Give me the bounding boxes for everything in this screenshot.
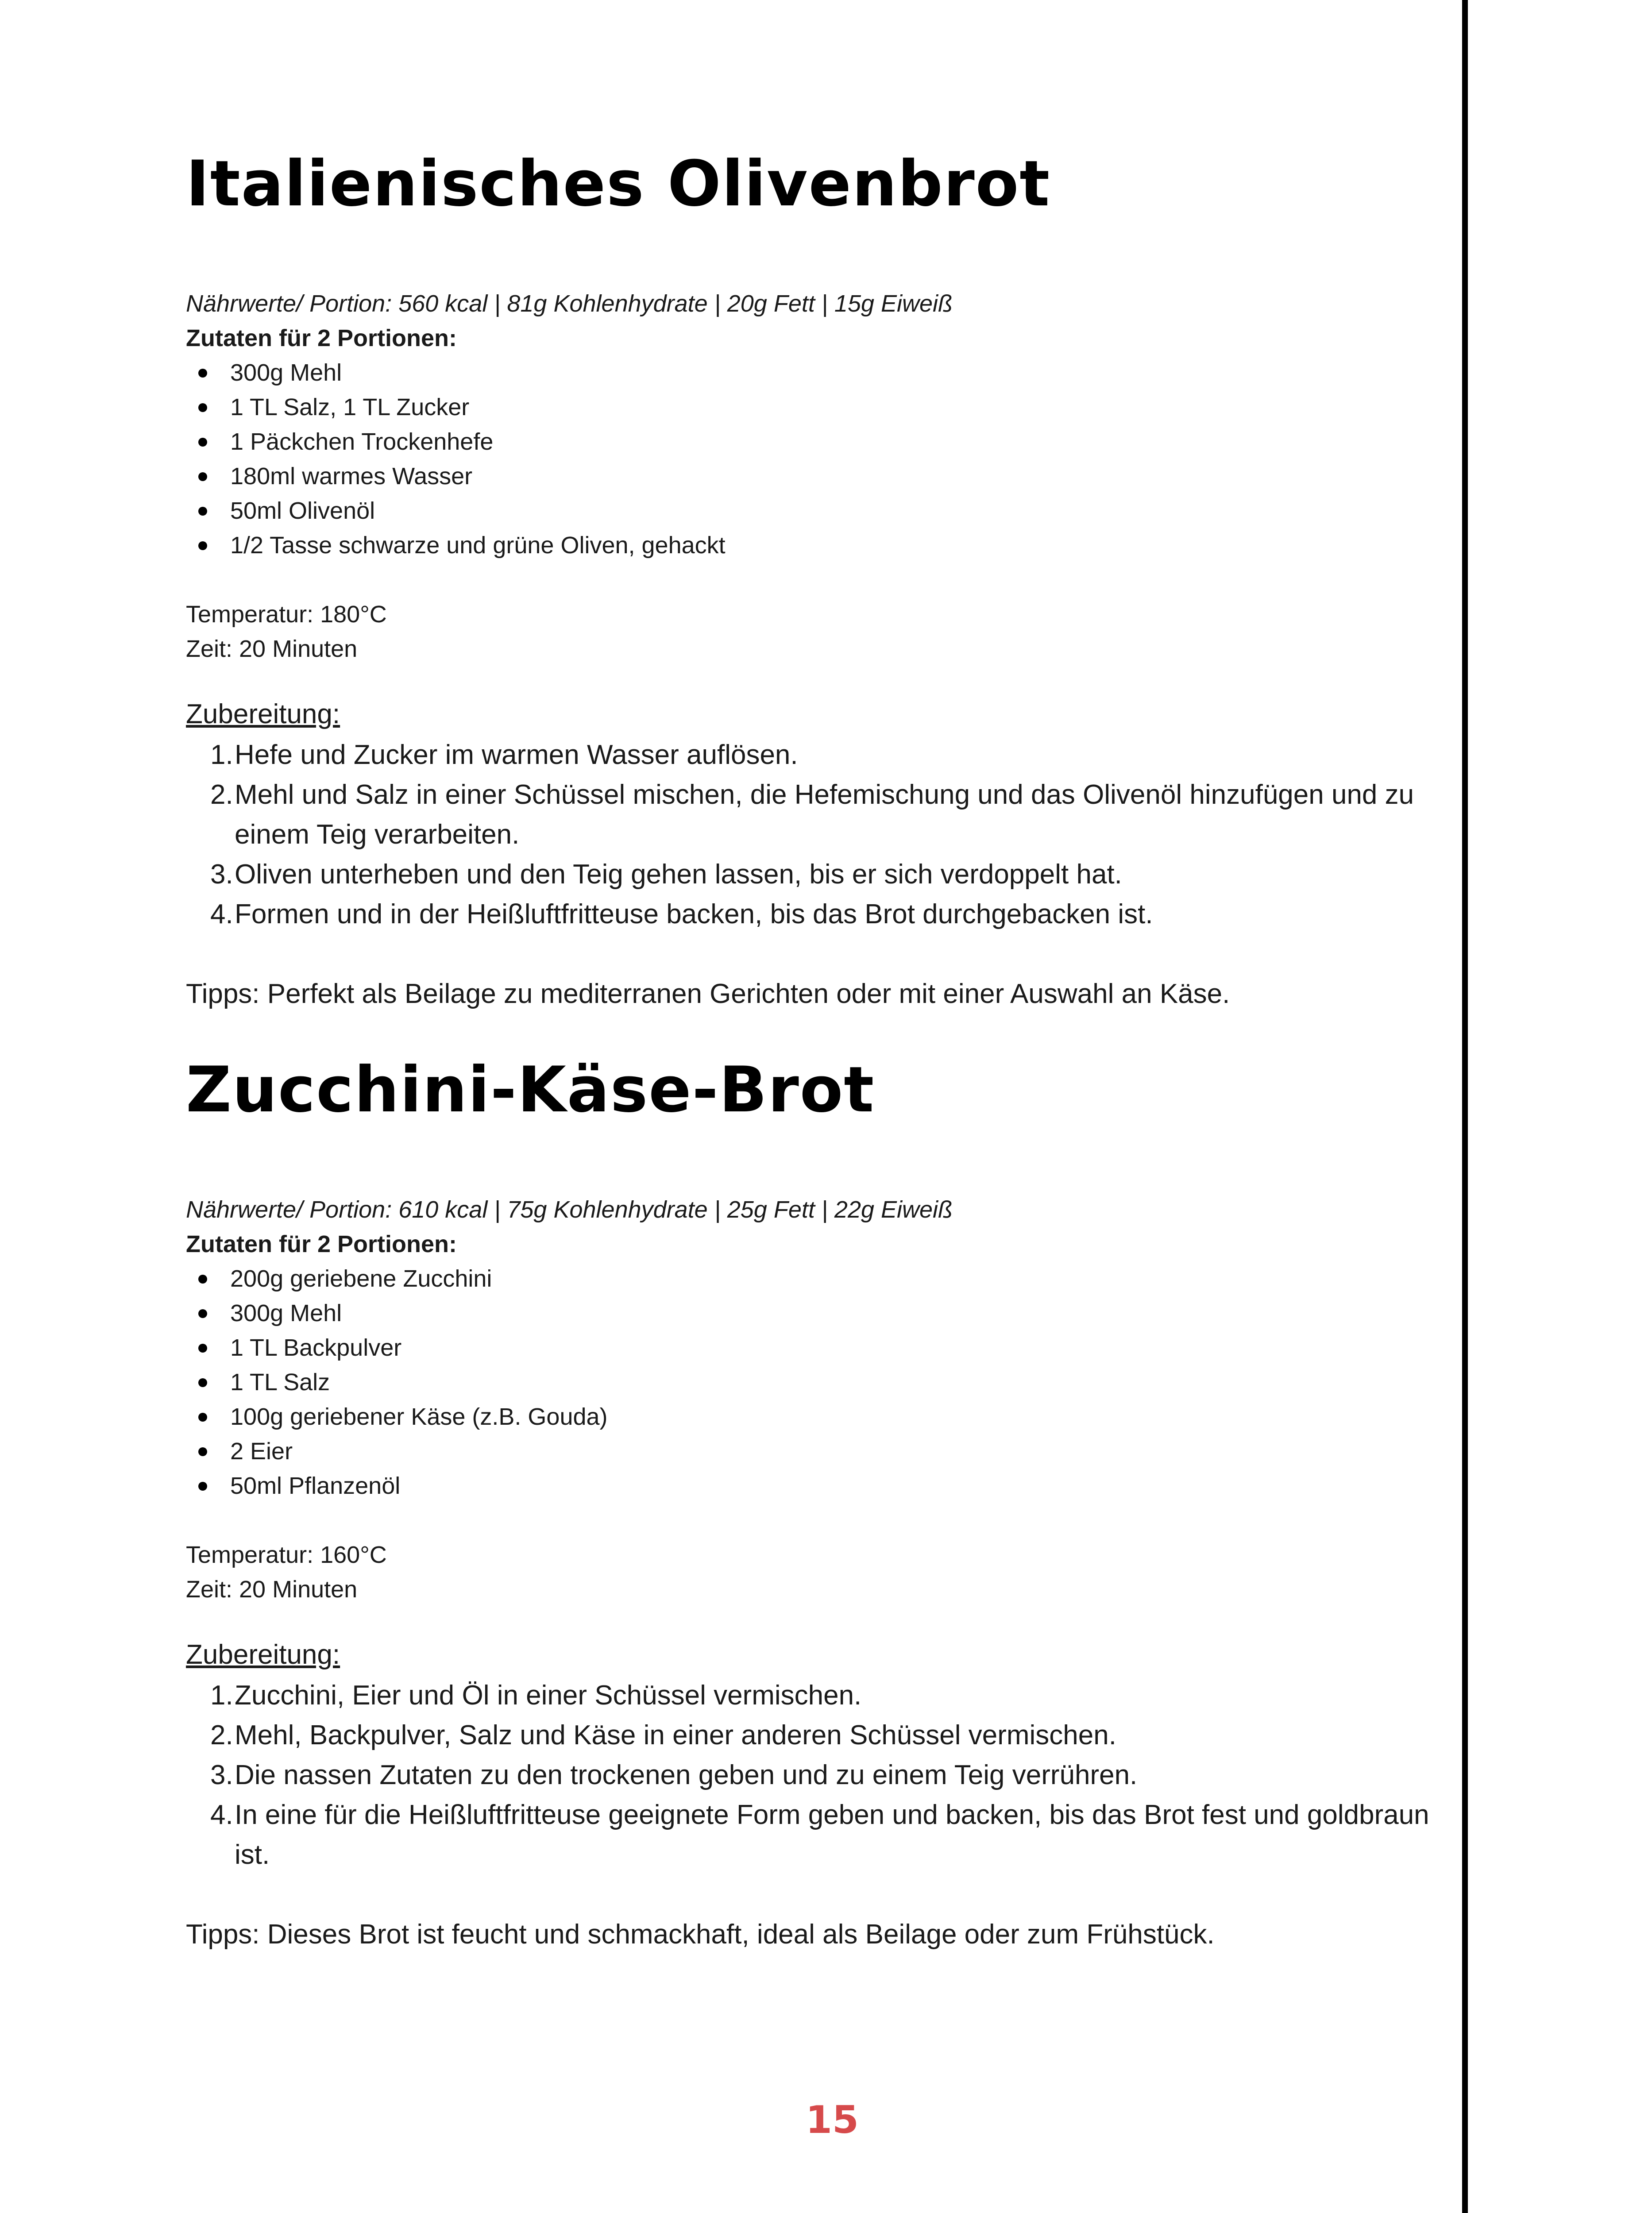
step-number: 2.	[210, 1720, 233, 1750]
step-text: Formen und in der Heißluftfritteuse backen, bis das Brot durchgebacken ist.	[235, 899, 1153, 929]
ingredient-text: 50ml Pflanzenöl	[230, 1473, 401, 1499]
bullet-icon	[198, 1378, 207, 1387]
ingredient-text: 300g Mehl	[230, 1300, 342, 1326]
recipe-title: Italienisches Olivenbrot	[186, 147, 1051, 220]
step-text: Zucchini, Eier und Öl in einer Schüssel vermischen.	[235, 1680, 862, 1711]
tips: Tipps: Perfekt als Beilage zu mediterranen Gerichten oder mit einer Auswahl an Käse.	[186, 979, 1230, 1009]
step-text: Hefe und Zucker im warmen Wasser auflösen.	[235, 740, 798, 770]
ingredients-heading: Zutaten für 2 Portionen:	[186, 1231, 457, 1257]
step-text: Die nassen Zutaten zu den trockenen geben und zu einem Teig verrühren.	[235, 1760, 1138, 1790]
bullet-icon	[198, 472, 207, 481]
step-number: 3.	[210, 1760, 233, 1790]
ingredient-item	[186, 1469, 1452, 1503]
ingredient-item	[186, 1434, 1452, 1469]
ingredient-item	[186, 1330, 1452, 1365]
step-text: In eine für die Heißluftfritteuse geeignete Form geben und backen, bis das Brot fest und goldbraun ist.	[235, 1800, 1429, 1870]
ingredient-text: 1/2 Tasse schwarze und grüne Oliven, gehackt	[230, 532, 726, 559]
ingredients-list	[186, 1261, 1452, 1503]
ingredient-item	[186, 1261, 1452, 1296]
page-number: 15	[806, 2098, 859, 2142]
bullet-icon	[198, 1344, 207, 1353]
step-number: 3.	[210, 859, 233, 890]
step-number: 4.	[210, 899, 233, 929]
step-number: 1.	[210, 740, 233, 770]
bullet-icon	[198, 369, 207, 378]
ingredient-text: 1 Päckchen Trockenhefe	[230, 428, 494, 455]
step-text: Oliven unterheben und den Teig gehen lassen, bis er sich verdoppelt hat.	[235, 859, 1122, 890]
preparation-steps	[186, 735, 1452, 934]
step-item	[186, 1716, 1452, 1755]
recipe-olivenbrot	[186, 147, 1452, 1014]
step-text: Mehl, Backpulver, Salz und Käse in einer anderen Schüssel vermischen.	[235, 1720, 1116, 1750]
bullet-icon	[198, 1482, 207, 1491]
ingredient-text: 1 TL Backpulver	[230, 1334, 402, 1361]
nutrition-info: Nährwerte/ Portion: 560 kcal | 81g Kohlenhydrate | 20g Fett | 15g Eiweiß	[186, 290, 953, 317]
ingredient-text: 100g geriebener Käse (z.B. Gouda)	[230, 1403, 608, 1430]
ingredient-item	[186, 390, 1452, 424]
recipe-zucchini-kaese-brot	[186, 1053, 1452, 1955]
step-number: 2.	[210, 779, 233, 810]
ingredient-item	[186, 459, 1452, 493]
bullet-icon	[198, 1275, 207, 1284]
preparation-steps	[186, 1676, 1452, 1875]
ingredient-text: 2 Eier	[230, 1438, 293, 1465]
ingredient-item	[186, 1365, 1452, 1400]
ingredient-item	[186, 355, 1452, 390]
page-edge-rule	[1462, 0, 1468, 2213]
ingredients-list	[186, 355, 1452, 563]
bullet-icon	[198, 507, 207, 516]
ingredient-text: 180ml warmes Wasser	[230, 463, 473, 490]
cooking-time: Zeit: 20 Minuten	[186, 1576, 358, 1603]
ingredients-heading: Zutaten für 2 Portionen:	[186, 325, 457, 351]
bullet-icon	[198, 541, 207, 550]
ingredient-text: 300g Mehl	[230, 359, 342, 386]
bullet-icon	[198, 1413, 207, 1422]
ingredient-text: 1 TL Salz, 1 TL Zucker	[230, 394, 470, 420]
step-item	[186, 735, 1452, 775]
step-item	[186, 775, 1452, 855]
step-item	[186, 894, 1452, 934]
bullet-icon	[198, 403, 207, 412]
ingredient-item	[186, 528, 1452, 563]
recipe-title: Zucchini-Käse-Brot	[186, 1053, 875, 1126]
step-item	[186, 1676, 1452, 1716]
bullet-icon	[198, 438, 207, 447]
bullet-icon	[198, 1447, 207, 1456]
step-number: 4.	[210, 1800, 233, 1830]
cooking-meta	[186, 597, 1452, 666]
cooking-time: Zeit: 20 Minuten	[186, 636, 358, 662]
ingredient-text: 200g geriebene Zucchini	[230, 1265, 492, 1292]
ingredient-item	[186, 1400, 1452, 1434]
ingredient-text: 50ml Olivenöl	[230, 497, 375, 524]
cooking-meta	[186, 1538, 1452, 1607]
nutrition-info: Nährwerte/ Portion: 610 kcal | 75g Kohlenhydrate | 25g Fett | 22g Eiweiß	[186, 1196, 953, 1223]
step-item	[186, 1755, 1452, 1795]
step-item	[186, 855, 1452, 894]
ingredient-item	[186, 493, 1452, 528]
ingredient-item	[186, 424, 1452, 459]
step-text: Mehl und Salz in einer Schüssel mischen, die Hefemischung und das Olivenöl hinzufügen und zu einem Teig verarbeiten.	[235, 779, 1414, 850]
temperature: Temperatur: 160°C	[186, 1542, 387, 1568]
step-item	[186, 1795, 1452, 1875]
bullet-icon	[198, 1309, 207, 1318]
ingredient-text: 1 TL Salz	[230, 1369, 330, 1396]
ingredient-item	[186, 1296, 1452, 1330]
tips: Tipps: Dieses Brot ist feucht und schmackhaft, ideal als Beilage oder zum Frühstück.	[186, 1919, 1215, 1950]
preparation-heading: Zubereitung:	[186, 699, 340, 729]
preparation-heading: Zubereitung:	[186, 1639, 340, 1670]
temperature: Temperatur: 180°C	[186, 601, 387, 628]
step-number: 1.	[210, 1680, 233, 1711]
